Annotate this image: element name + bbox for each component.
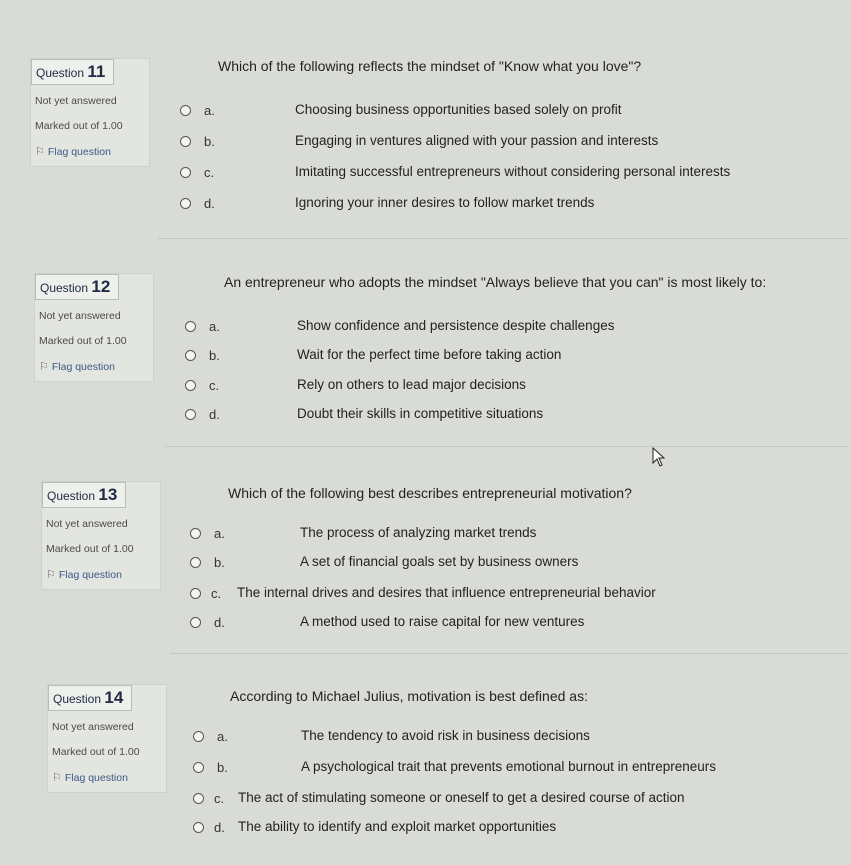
question-text: Which of the following best describes entrepreneurial motivation? — [228, 485, 632, 501]
status-text: Not yet answered — [39, 310, 121, 322]
question-number-badge: Question 14 — [48, 685, 132, 711]
option-text: The internal drives and desires that influence entrepreneurial behavior — [237, 585, 656, 600]
option-text: A set of financial goals set by business owners — [300, 554, 579, 569]
option-letter: d. — [204, 196, 215, 211]
radio-button[interactable] — [193, 793, 204, 804]
flag-icon: ⚐ — [35, 146, 45, 158]
radio-button[interactable] — [180, 136, 191, 147]
flag-label: Flag question — [58, 569, 122, 581]
option-letter: c. — [204, 165, 215, 180]
flag-icon: ⚐ — [52, 772, 62, 784]
divider — [170, 653, 848, 654]
question-text: According to Michael Julius, motivation is best defined as: — [230, 688, 588, 704]
option-text: Engaging in ventures aligned with your passion and interests — [295, 133, 659, 148]
mouse-cursor-icon — [652, 447, 666, 467]
option-letter: b. — [217, 760, 228, 775]
option-letter: a. — [209, 319, 220, 334]
question-number-badge: Question 11 — [31, 59, 114, 85]
flag-question-link[interactable] — [35, 145, 149, 158]
marks-text: Marked out of 1.00 — [39, 335, 127, 347]
marks-text: Marked out of 1.00 — [46, 543, 134, 555]
radio-button[interactable] — [193, 822, 204, 833]
option-letter: d. — [214, 820, 225, 835]
flag-label: Flag question — [64, 772, 128, 784]
flag-label: Flag question — [51, 361, 115, 373]
option-letter: d. — [209, 407, 220, 422]
flag-question-link[interactable] — [39, 360, 153, 373]
radio-button[interactable] — [190, 617, 201, 628]
option-text: Rely on others to lead major decisions — [297, 377, 526, 392]
radio-button[interactable] — [185, 350, 196, 361]
radio-button[interactable] — [190, 588, 201, 599]
radio-button[interactable] — [180, 198, 191, 209]
radio-button[interactable] — [185, 409, 196, 420]
flag-label: Flag question — [47, 146, 111, 158]
option-text: The ability to identify and exploit market opportunities — [238, 819, 557, 834]
option-text: Show confidence and persistence despite challenges — [297, 318, 615, 333]
flag-question-link[interactable] — [46, 568, 160, 581]
option-letter: c. — [211, 586, 222, 601]
status-text: Not yet answered — [46, 518, 128, 530]
option-letter: a. — [214, 526, 225, 541]
flag-icon: ⚐ — [39, 361, 49, 373]
option-letter: b. — [209, 348, 220, 363]
question-info — [47, 684, 167, 793]
divider — [165, 446, 848, 447]
option-letter: c. — [209, 378, 220, 393]
option-text: A method used to raise capital for new ventures — [300, 614, 585, 629]
question-number-badge: Question 12 — [35, 274, 119, 300]
flag-icon: ⚐ — [46, 569, 56, 581]
status-text: Not yet answered — [35, 95, 117, 107]
radio-button[interactable] — [193, 762, 204, 773]
option-letter: a. — [217, 729, 228, 744]
marks-text: Marked out of 1.00 — [52, 746, 140, 758]
option-letter: d. — [214, 615, 225, 630]
radio-button[interactable] — [180, 167, 191, 178]
option-letter: a. — [204, 103, 215, 118]
radio-button[interactable] — [190, 528, 201, 539]
status-text: Not yet answered — [52, 721, 134, 733]
question-info — [34, 273, 154, 382]
option-text: Imitating successful entrepreneurs without considering personal interests — [295, 164, 731, 179]
radio-button[interactable] — [180, 105, 191, 116]
radio-button[interactable] — [190, 557, 201, 568]
option-text: Doubt their skills in competitive situations — [297, 406, 544, 421]
option-text: The tendency to avoid risk in business decisions — [301, 728, 590, 743]
option-text: The act of stimulating someone or oneself to get a desired course of action — [238, 790, 685, 805]
question-text: Which of the following reflects the mindset of "Know what you love"? — [218, 58, 642, 74]
marks-text: Marked out of 1.00 — [35, 120, 123, 132]
option-text: Choosing business opportunities based solely on profit — [295, 102, 622, 117]
radio-button[interactable] — [185, 321, 196, 332]
option-letter: b. — [204, 134, 215, 149]
question-number-badge: Question 13 — [42, 482, 126, 508]
option-letter: c. — [214, 791, 225, 806]
option-text: Wait for the perfect time before taking action — [297, 347, 562, 362]
question-text: An entrepreneur who adopts the mindset "Always believe that you can" is most likely to: — [224, 274, 767, 290]
flag-question-link[interactable] — [52, 771, 166, 784]
divider — [158, 238, 848, 239]
radio-button[interactable] — [185, 380, 196, 391]
option-letter: b. — [214, 555, 225, 570]
question-info — [41, 481, 161, 590]
question-info — [30, 58, 150, 167]
option-text: Ignoring your inner desires to follow market trends — [295, 195, 595, 210]
radio-button[interactable] — [193, 731, 204, 742]
option-text: The process of analyzing market trends — [300, 525, 537, 540]
option-text: A psychological trait that prevents emotional burnout in entrepreneurs — [301, 759, 716, 774]
